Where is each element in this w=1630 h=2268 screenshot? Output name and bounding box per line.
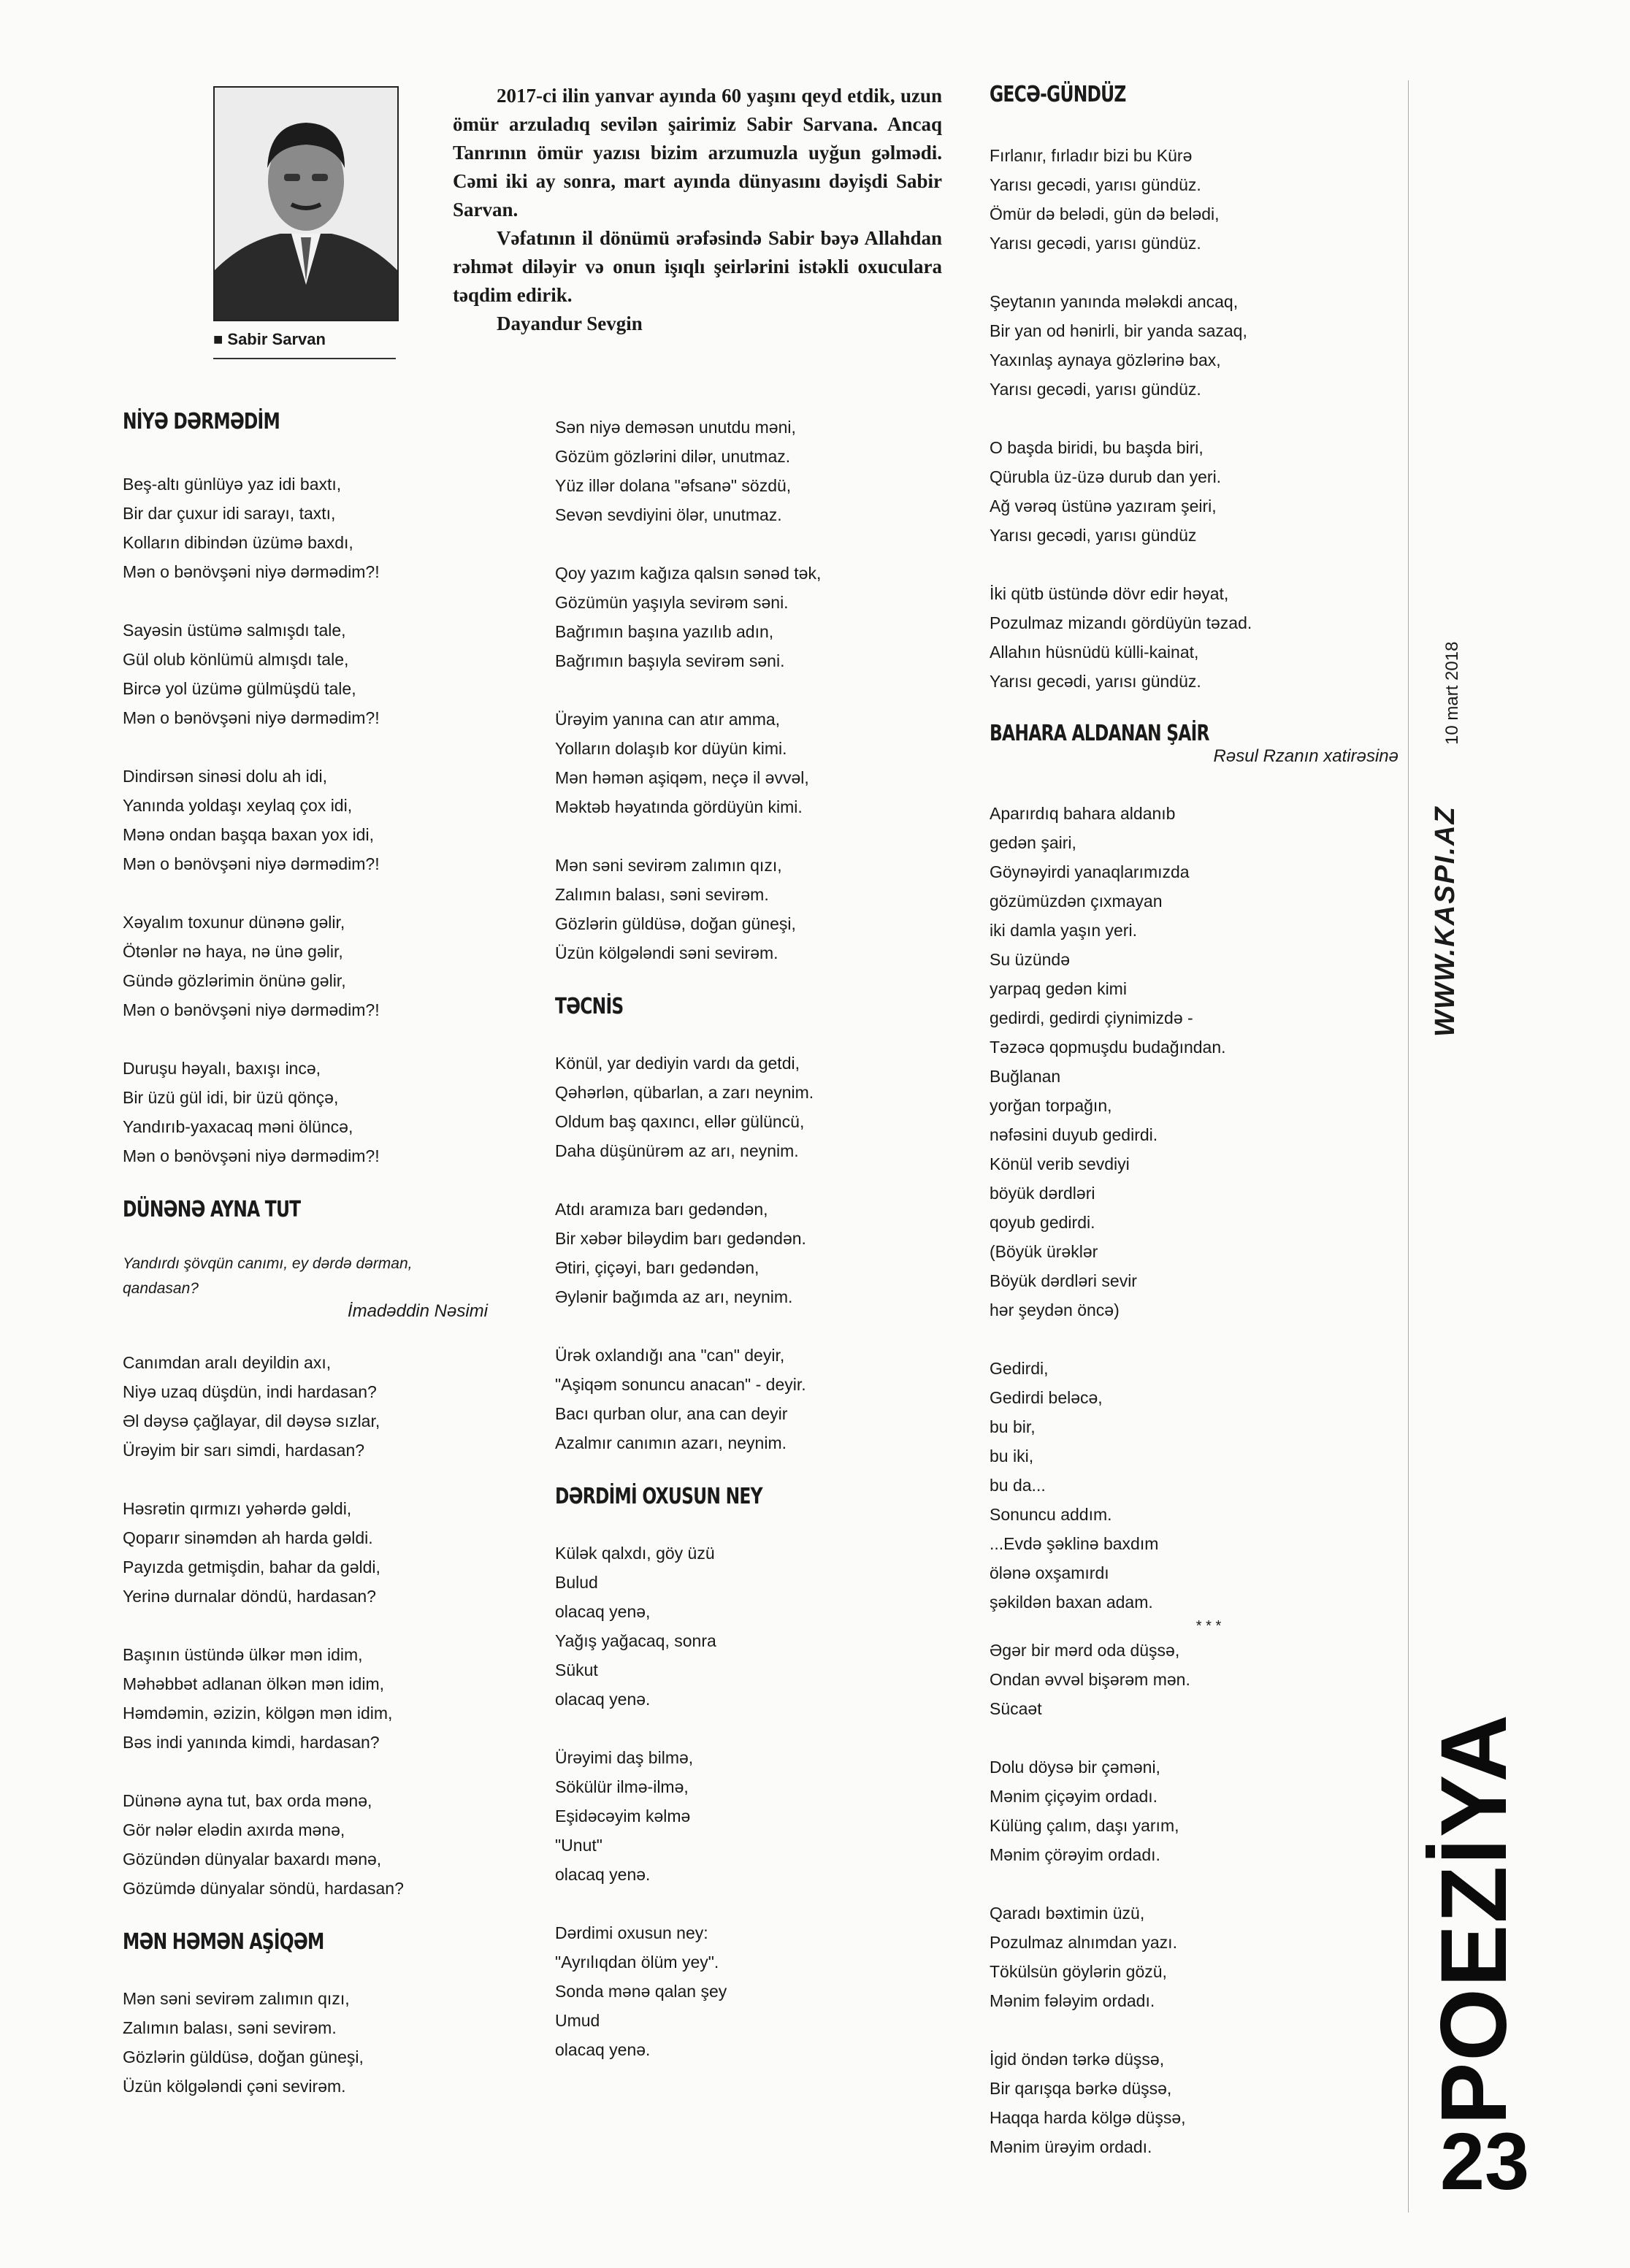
section-title: POEZİYA: [1422, 1712, 1526, 2125]
poem-line: Yarısı gecədi, yarısı gündüz.: [990, 175, 1201, 194]
poem-line: Sən niyə deməsən unutdu məni,: [555, 418, 796, 437]
poem-line: Daha düşünürəm az arı, neynim.: [555, 1141, 799, 1160]
poem-line: Üzün kölgələndi çəni sevirəm.: [123, 2077, 346, 2096]
poem-derdimi-oxusun-ney: [555, 1539, 949, 2064]
issue-date: 10 mart 2018: [1442, 641, 1462, 745]
stanza: [990, 1899, 1398, 2015]
poem-line: şəkildən baxan adam.: [990, 1593, 1153, 1612]
stanza: [555, 559, 949, 675]
stanza: [990, 2045, 1398, 2161]
poem-niye-dermedim: [123, 470, 488, 1171]
poem-line: Gözümdə dünyalar söndü, hardasan?: [123, 1879, 404, 1898]
poem-dunene-ayna-tut: [123, 1348, 488, 1903]
stanza: [555, 413, 949, 529]
poem-line: Mən həmən aşiqəm, neçə il əvvəl,: [555, 768, 809, 787]
poem-line: Dindirsən sinəsi dolu ah idi,: [123, 767, 327, 786]
poem-line: olacaq yenə.: [555, 2040, 651, 2059]
section-separator: * * *: [1195, 1618, 1222, 1634]
poem-line: Mənim ürəyim ordadı.: [990, 2137, 1152, 2156]
poem-line: Gözüm gözlərini dilər, unutmaz.: [555, 447, 791, 466]
stanza: [990, 1354, 1398, 1617]
poem-line: Yüz illər dolana "əfsanə" sözdü,: [555, 476, 792, 495]
poem-line: Mənə ondan başqa baxan yox idi,: [123, 825, 374, 844]
poem-line: Məhəbbət adlanan ölkən mən idim,: [123, 1674, 385, 1693]
poem-line: Gözlərin güldüsə, doğan güneşi,: [123, 2047, 364, 2066]
poem-line: Həmdəmin, əzizin, kölgən mən idim,: [123, 1704, 393, 1723]
poem-line: Bacı qurban olur, ana can deyir: [555, 1404, 788, 1423]
poem-line: Gözümün yaşıyla sevirəm səni.: [555, 593, 789, 612]
stanza: [555, 851, 949, 968]
stanza: [555, 1049, 949, 1165]
stanza: [990, 1636, 1398, 1723]
poem-title: NİYƏ DƏRMƏDİM: [123, 409, 280, 434]
poem-line: Niyə uzaq düşdün, indi hardasan?: [123, 1382, 377, 1401]
poem-line: Sücaət: [990, 1699, 1042, 1718]
poem-line: Sonuncu addım.: [990, 1505, 1112, 1524]
stanza: [555, 705, 949, 821]
poem-line: bu iki,: [990, 1447, 1034, 1466]
website-url: WWW.KASPI.AZ: [1430, 805, 1461, 1037]
poem-line: Gözündən dünyalar baxardı mənə,: [123, 1850, 382, 1869]
poem-line: Yarısı gecədi, yarısı gündüz.: [990, 234, 1201, 253]
poem-line: Beş-altı günlüyə yaz idi baxtı,: [123, 475, 342, 494]
poem-line: Oldum baş qaxıncı, ellər gülüncü,: [555, 1112, 805, 1131]
poem-line: Umud: [555, 2011, 600, 2030]
poem-line: "Aşiqəm sonuncu anacan" - deyir.: [555, 1375, 806, 1394]
poem-gece-gunduz: [990, 141, 1398, 696]
poem-line: Eşidəcəyim kəlmə: [555, 1807, 691, 1825]
stanza: [123, 470, 488, 586]
stanza: [555, 1539, 949, 1714]
poem-epigraph: Yandırdı şövqün canımı, ey dərdə dərman, qandasan?: [123, 1255, 413, 1297]
stanza: [555, 1918, 949, 2064]
poem-line: Mən o bənövşəni niyə dərmədim?!: [123, 854, 380, 873]
poem-line: Gör nələr elədin axırda mənə,: [123, 1820, 345, 1839]
poem-line: Su üzündə: [990, 950, 1070, 969]
poem-line: Külüng çalım, daşı yarım,: [990, 1816, 1179, 1835]
stanza: [990, 1752, 1398, 1869]
poem-title: DƏRDİMİ OXUSUN NEY: [555, 1484, 762, 1509]
poem-line: olacaq yenə,: [555, 1602, 651, 1621]
epigraph-author: İmadəddin Nəsimi: [347, 1301, 488, 1321]
poem-line: Ürəyim yanına can atır amma,: [555, 710, 781, 729]
poem-line: Allahın hüsnüdü külli-kainat,: [990, 643, 1199, 662]
poem-line: Gündə gözlərimin önünə gəlir,: [123, 971, 346, 990]
stanza: [123, 762, 488, 878]
poem-line: Gedirdi beləcə,: [990, 1388, 1103, 1407]
poem-line: Ürək oxlandığı ana "can" deyir,: [555, 1346, 785, 1365]
poem-line: Həsrətin qırmızı yəhərdə gəldi,: [123, 1499, 352, 1518]
poem-line: Zalımın balası, səni sevirəm.: [123, 2018, 337, 2037]
stanza: [990, 287, 1398, 404]
poem-line: Dolu döysə bir çəməni,: [990, 1758, 1160, 1777]
poem-line: Aparırdıq bahara aldanıb: [990, 804, 1176, 823]
poem-line: Yarısı gecədi, yarısı gündüz.: [990, 380, 1201, 399]
poem-title: TƏCNİS: [555, 994, 624, 1019]
stanza: [990, 433, 1398, 550]
poem-line: İki qütb üstündə dövr edir həyat,: [990, 584, 1229, 603]
poem-line: Bir dar çuxur idi sarayı, taxtı,: [123, 504, 336, 523]
poem-line: ölənə oxşamırdı: [990, 1563, 1109, 1582]
poem-line: Mənim çiçəyim ordadı.: [990, 1787, 1158, 1806]
poem-line: Ağ vərəq üstünə yazıram şeiri,: [990, 497, 1217, 516]
poem-title: MƏN HƏMƏN AŞİQƏM: [123, 1929, 324, 1955]
intro-text: [453, 82, 942, 338]
poem-line: Yanında yoldaşı xeylaq çox idi,: [123, 796, 353, 815]
poem-line: Xəyalım toxunur dünənə gəlir,: [123, 913, 345, 932]
poem-tecnis: [555, 1049, 949, 1457]
poem-line: Ürəyimi daş bilmə,: [555, 1748, 694, 1767]
poem-line: (Böyük ürəklər: [990, 1242, 1098, 1261]
poem-line: Qəhərlən, qübarlan, a zarı neynim.: [555, 1083, 814, 1102]
poem-line: Ömür də belədi, gün də belədi,: [990, 204, 1220, 223]
poem-title: GECƏ-GÜNDÜZ: [990, 82, 1126, 107]
stanza: [990, 141, 1398, 258]
poem-line: Dünənə ayna tut, bax orda mənə,: [123, 1791, 372, 1810]
poem-line: Sökülür ilmə-ilmə,: [555, 1777, 689, 1796]
stanza: [990, 579, 1398, 696]
stanza: [123, 1786, 488, 1903]
poem-line: Başının üstündə ülkər mən idim,: [123, 1645, 363, 1664]
poem-line: gedən şairi,: [990, 833, 1076, 852]
poem-men-hemen-asiqem-part2: [555, 413, 949, 968]
poem-line: Bir yan od hənirli, bir yanda sazaq,: [990, 321, 1247, 340]
poem-line: Qoy yazım kağıza qalsın sənəd tək,: [555, 564, 822, 583]
poem-line: "Unut": [555, 1836, 602, 1855]
poem-line: Gül olub könlümü almışdı tale,: [123, 650, 349, 669]
portrait-image: [215, 88, 397, 320]
poem-line: "Ayrılıqdan ölüm yey".: [555, 1953, 719, 1972]
poem-line: Əl dəysə çağlayar, dil dəysə sızlar,: [123, 1411, 380, 1430]
poem-line: Üzün kölgələndi səni sevirəm.: [555, 943, 778, 962]
poem-line: Ötənlər nə haya, nə ünə gəlir,: [123, 942, 343, 961]
poem-title: DÜNƏNƏ AYNA TUT: [123, 1197, 301, 1222]
stanza: [123, 1494, 488, 1611]
poem-bahara-aldanan-sair: [990, 799, 1398, 1636]
poem-line: Bağrımın başıyla sevirəm səni.: [555, 651, 785, 670]
poem-line: Mən o bənövşəni niyə dərmədim?!: [123, 562, 380, 581]
poem-line: yorğan torpağın,: [990, 1096, 1112, 1115]
poem-line: Pozulmaz mizandı gördüyün təzad.: [990, 613, 1252, 632]
poem-line: bu bir,: [990, 1417, 1036, 1436]
poem-line: Məktəb həyatında gördüyün kimi.: [555, 797, 803, 816]
poem-line: Mən o bənövşəni niyə dərmədim?!: [123, 708, 380, 727]
stanza: [123, 1640, 488, 1757]
poem-line: Bir qarışqa bərkə düşsə,: [990, 2079, 1172, 2098]
poem-line: Yerinə durnalar döndü, hardasan?: [123, 1587, 376, 1606]
poem-line: Payızda getmişdin, bahar da gəldi,: [123, 1558, 380, 1577]
poem-line: Təzəcə qopmuşdu budağından.: [990, 1038, 1226, 1057]
poem-line: Ondan əvvəl bişərəm mən.: [990, 1670, 1190, 1689]
poem-line: Bircə yol üzümə gülmüşdü tale,: [123, 679, 356, 698]
poem-men-hemen-asiqem-part1: [123, 1984, 488, 2101]
poem-line: Tökülsün göylərin gözü,: [990, 1962, 1167, 1981]
poem-line: Mən o bənövşəni niyə dərmədim?!: [123, 1000, 380, 1019]
poem-untitled: [990, 1636, 1398, 2161]
stanza: [123, 1984, 488, 2101]
poem-line: bu da...: [990, 1476, 1046, 1495]
poem-line: Sevən sevdiyini ölər, unutmaz.: [555, 505, 782, 524]
poem-line: Bəs indi yanında kimdi, hardasan?: [123, 1733, 380, 1752]
poem-line: Yandırıb-yaxacaq məni ölüncə,: [123, 1117, 353, 1136]
poem-line: Sayəsin üstümə salmışdı tale,: [123, 621, 346, 640]
poem-line: Yaxınlaş aynaya gözlərinə bax,: [990, 350, 1221, 369]
poem-line: iki damla yaşın yeri.: [990, 921, 1137, 940]
intro-signature: Dayandur Sevgin: [497, 313, 643, 334]
poem-line: Könül, yar dediyin vardı da getdi,: [555, 1054, 800, 1073]
poem-line: Könül verib sevdiyi: [990, 1154, 1130, 1173]
poem-line: Yarısı gecədi, yarısı gündüz: [990, 526, 1197, 545]
poem-line: Bir xəbər biləydim barı gedəndən.: [555, 1229, 806, 1248]
poem-dedication: Rəsul Rzanın xatirəsinə: [1213, 746, 1398, 766]
poem-line: Mənim çörəyim ordadı.: [990, 1845, 1160, 1864]
poem-line: Əylənir bağımda az arı, neynim.: [555, 1287, 793, 1306]
stanza: [555, 1743, 949, 1889]
poem-line: Mənim fələyim ordadı.: [990, 1991, 1155, 2010]
poem-line: Qoparır sinəmdən ah harda gəldi.: [123, 1528, 373, 1547]
portrait-caption: ■ Sabir Sarvan: [213, 330, 326, 348]
poem-line: Gedirdi,: [990, 1359, 1049, 1378]
poem-line: İgid öndən tərkə düşsə,: [990, 2050, 1165, 2069]
stanza: [555, 1195, 949, 1311]
poem-line: Pozulmaz alnımdan yazı.: [990, 1933, 1177, 1952]
poem-line: Əgər bir mərd oda düşsə,: [990, 1641, 1180, 1660]
poem-title: BAHARA ALDANAN ŞAİR: [990, 721, 1209, 746]
stanza: [123, 616, 488, 732]
poem-line: Duruşu həyalı, baxışı incə,: [123, 1059, 321, 1078]
poem-line: Fırlanır, fırladır bizi bu Kürə: [990, 146, 1193, 165]
poem-line: Azalmır canımın azarı, neynim.: [555, 1433, 787, 1452]
poem-line: Bağrımın başına yazılıb adın,: [555, 622, 774, 641]
poem-line: nəfəsini duyub gedirdi.: [990, 1125, 1158, 1144]
stanza: [123, 908, 488, 1024]
poem-line: qoyub gedirdi.: [990, 1213, 1095, 1232]
stanza: [990, 799, 1398, 1325]
poem-line: Böyük dərdləri sevir: [990, 1271, 1137, 1290]
poem-line: Qürubla üz-üzə durub dan yeri.: [990, 467, 1222, 486]
poem-line: Mən o bənövşəni niyə dərmədim?!: [123, 1146, 380, 1165]
column-right: [990, 82, 1398, 2161]
poem-line: Dərdimi oxusun ney:: [555, 1923, 708, 1942]
stanza: [123, 1348, 488, 1465]
poem-line: Buğlanan: [990, 1067, 1061, 1086]
side-divider: [1408, 80, 1409, 2213]
poem-line: Haqqa harda kölgə düşsə,: [990, 2108, 1186, 2127]
stanza: [123, 1054, 488, 1171]
poem-line: gözümüzdən çıxmayan: [990, 892, 1163, 911]
poem-line: Külək qalxdı, göy üzü: [555, 1544, 715, 1563]
poem-line: Atdı aramıza barı gedəndən,: [555, 1200, 768, 1219]
poem-line: Zalımın balası, səni sevirəm.: [555, 885, 769, 904]
poem-line: Bulud: [555, 1573, 598, 1592]
poem-line: Yarısı gecədi, yarısı gündüz.: [990, 672, 1201, 691]
poem-line: böyük dərdləri: [990, 1184, 1095, 1203]
caption-divider: [213, 358, 396, 359]
poem-line: Yağış yağacaq, sonra: [555, 1631, 716, 1650]
page-number: 23: [1439, 2117, 1530, 2207]
intro-paragraph: 2017-ci ilin yanvar ayında 60 yaşını qeyd etdik, uzun ömür arzuladıq sevilən şairimiz Sabir Sarvana. Ancaq Tanrının ömür yazısı bizim arzumuzla uyğun gəlmədi. Cəmi iki ay sonra, mart ayında dünyasını dəyişdi Sabir Sarvan.: [453, 85, 942, 221]
poem-line: Göynəyirdi yanaqlarımızda: [990, 862, 1190, 881]
poem-line: Şeytanın yanında mələkdi ancaq,: [990, 292, 1239, 311]
poem-line: hər şeydən öncə): [990, 1300, 1120, 1319]
poem-line: Mən səni sevirəm zalımın qızı,: [123, 1989, 350, 2008]
poem-line: Sonda mənə qalan şey: [555, 1982, 727, 2001]
poem-line: gedirdi, gedirdi çiynimizdə -: [990, 1008, 1193, 1027]
stanza: [555, 1341, 949, 1457]
author-portrait: [213, 86, 399, 321]
poem-line: olacaq yenə.: [555, 1865, 651, 1884]
poem-line: ...Evdə şəklinə baxdım: [990, 1534, 1159, 1553]
poem-line: Sükut: [555, 1660, 598, 1679]
poem-line: olacaq yenə.: [555, 1690, 651, 1709]
intro-paragraph: Vəfatının il dönümü ərəfəsində Sabir bəyə Allahdan rəhmət diləyir və onun işıqlı şeirlərini istəkli oxuculara təqdim edirik.: [453, 227, 942, 306]
poem-line: Ətiri, çiçəyi, barı gedəndən,: [555, 1258, 759, 1277]
poem-line: Gözlərin güldüsə, doğan güneşi,: [555, 914, 796, 933]
poem-line: Yolların dolaşıb kor düyün kimi.: [555, 739, 787, 758]
poem-line: Qaradı bəxtimin üzü,: [990, 1904, 1145, 1923]
poem-line: yarpaq gedən kimi: [990, 979, 1127, 998]
poem-line: O başda biridi, bu başda biri,: [990, 438, 1204, 457]
poem-line: Canımdan aralı deyildin axı,: [123, 1353, 332, 1372]
poem-line: Kolların dibindən üzümə baxdı,: [123, 533, 353, 552]
column-left: [123, 409, 488, 2101]
poem-line: Bir üzü gül idi, bir üzü qönçə,: [123, 1088, 339, 1107]
column-middle: [555, 413, 949, 2064]
poem-line: Ürəyim bir sarı simdi, hardasan?: [123, 1441, 365, 1460]
poem-line: Mən səni sevirəm zalımın qızı,: [555, 856, 782, 875]
